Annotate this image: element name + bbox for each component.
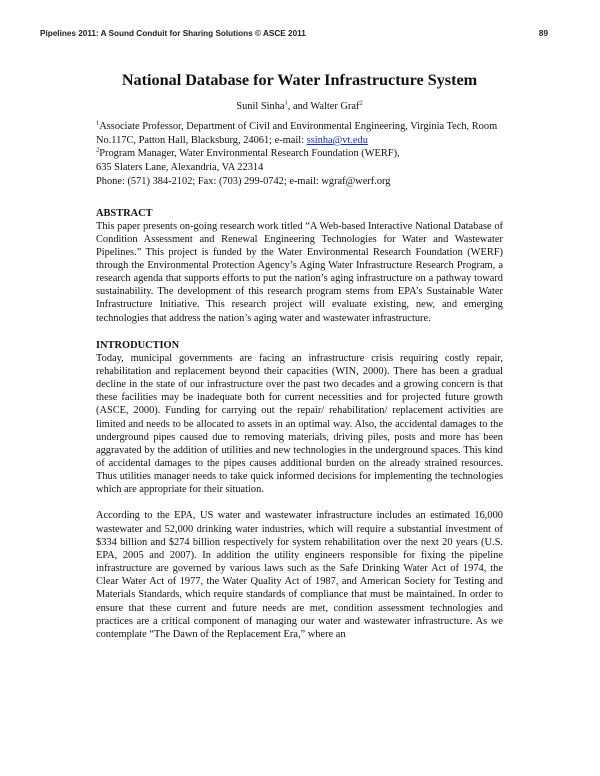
author-sup: 2: [359, 99, 363, 107]
paper-title: National Database for Water Infrastructure System: [121, 71, 478, 89]
affiliation-sup: 2: [96, 146, 100, 154]
abstract-heading: ABSTRACT: [96, 207, 153, 219]
affiliation-2: [96, 147, 503, 161]
introduction-heading: INTRODUCTION: [96, 339, 180, 351]
affiliation-2-line3: Phone: (571) 384-2102; Fax: (703) 299-0742; e-mail: wgraf@werf.org: [96, 175, 391, 187]
author-sup: 1: [284, 99, 288, 107]
affiliation-1-text: Associate Professor, Department of Civil and Environmental Engineering, Virginia Tech, Room No.117C, Patton Hall, Blacksburg, 24061; e-mail:: [96, 121, 498, 146]
affiliation-1: [96, 120, 503, 147]
running-title: Pipelines 2011: A Sound Conduit for Sharing Solutions © ASCE 2011: [40, 29, 306, 38]
affiliation-2-line2: 635 Slaters Lane, Alexandria, VA 22314: [96, 162, 264, 174]
affiliation-sup: 1: [96, 119, 100, 127]
paper-body: [96, 70, 503, 641]
running-header: [40, 29, 548, 38]
affiliations: [96, 120, 503, 189]
author-name: and Walter Graf: [292, 101, 360, 112]
abstract-text: This paper presents on-going research work titled “A Web-based Interactive National Database of Condition Assessment and Renewal Engineering Technologies for Water and Wastewater Pipelines.” This project is funded by the Water Environmental Research Foundation (WERF) through the Environmental Protection Agency’s Aging Water Infrastructure Research Program, a research agenda that supports efforts to put the nation’s aging infrastructure on a pathway toward sustainability. The development of this research program stems from EPA’s Sustainable Water Infrastructure Initiative. This research project will evaluate existing, new, and emerging technologies that address the nation’s aging water and wastewater infrastructure.: [96, 220, 503, 324]
intro-paragraph-2: According to the EPA, US water and wastewater infrastructure includes an estimated 16,000 wastewater and 52,000 drinking water industries, which will require a substantial investment of $334 billion and $274 billion respectively for system rehabilitation over the next 20 years (U.S. EPA, 2005 and 2007). In addition the utility engineers responsible for fixing the pipeline infrastructure are governed by various laws such as the Safe Drinking Water Act of 1974, the Clear Water Act of 1977, the Water Quality Act of 1987, and American Society for Testing and Materials Standards, which require standards of compliance that must be maintained. In order to ensure that these current and future needs are met, condition assessment technologies and practices are a critical component of managing our water and wastewater infrastructure. As we contemplate “The Dawn of the Replacement Era,” where an: [96, 510, 503, 640]
author-line: Sunil Sinha$^1$, and Walter Graf$^2$: [236, 99, 363, 112]
author-name: Sunil Sinha: [236, 101, 285, 112]
intro-paragraph-1: Today, municipal governments are facing an infrastructure crisis requiring costly repair, rehabilitation and replacement beyond their capacities (WIN, 2000). There has been a gradual decline in the state of our infrastructure over the past two decades and a growing concern is that these facilities may be inadequate both for current necessities and for projected future growth (ASCE, 2000). Funding for carrying out the repair/ rehabilitation/ replacement activities are limited and needs to be allocated to assets in an optimal way. Also, the accidental damages to the underground pipes caused due to removing materials, driving piles, posts and more has been aggravated by the addition of utilities and new technologies in the underground spaces. This kind of accidental damages to the pipes causes additional burden on the already strained resources. Thus utilities manager needs to take quick informed decisions for implementing the technologies which are appropriate for their situation.: [96, 352, 503, 496]
email-link-sinha[interactable]: ssinha@vt.edu: [306, 134, 368, 146]
page-number: 89: [538, 29, 548, 38]
affiliation-2-line1: Program Manager, Water Environmental Research Foundation (WERF),: [99, 148, 400, 160]
